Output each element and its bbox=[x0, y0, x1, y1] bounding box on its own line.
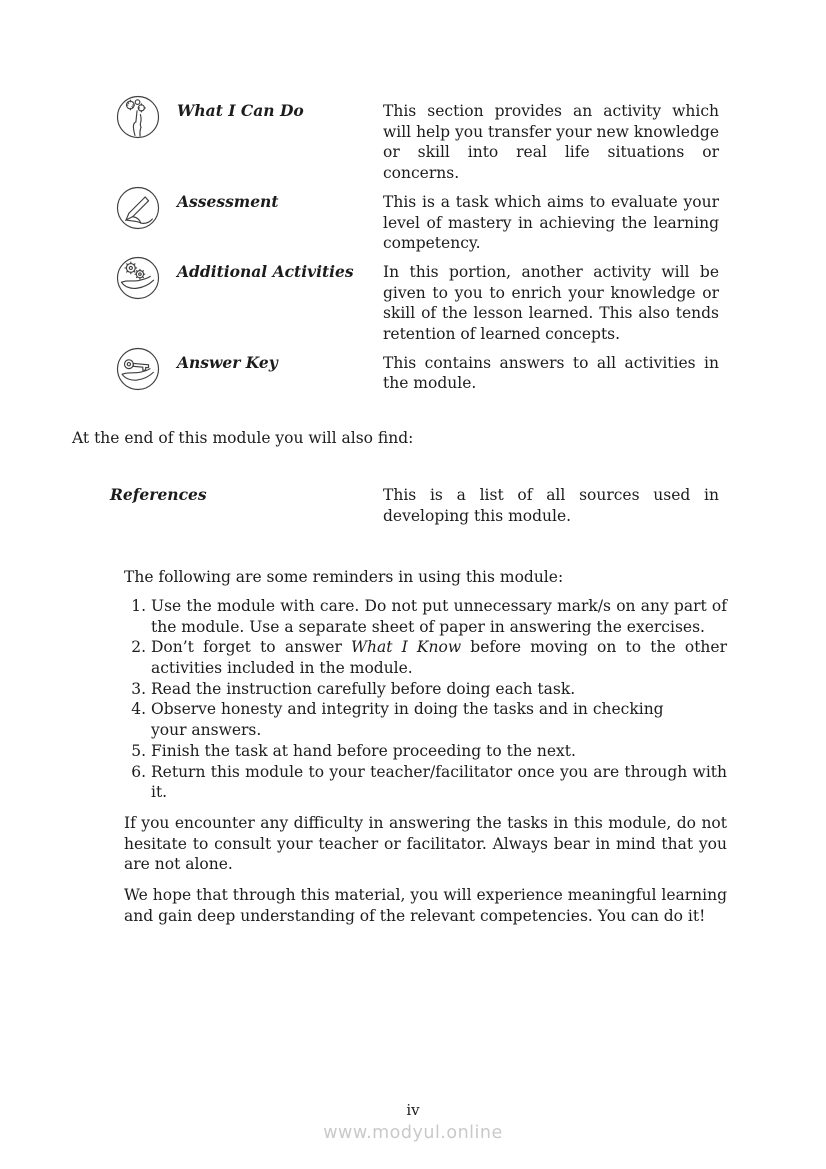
closing-section bbox=[124, 813, 727, 927]
reminder-item: 6. Return this module to your teacher/facilitator once you are through with it. bbox=[151, 762, 727, 803]
legend-description: This contains answers to all activities in the module. bbox=[383, 353, 719, 393]
hand-writing-pen-icon bbox=[115, 185, 177, 231]
reminder-item: 5. Finish the task at hand before proceeding to the next. bbox=[151, 741, 727, 762]
reminder-item: 1. Use the module with care. Do not put unnecessary mark/s on any part of the module. Use a separate sheet of paper in answering the exercises. bbox=[151, 596, 727, 637]
legend-row-answer-key bbox=[115, 353, 719, 394]
closing-paragraph: We hope that through this material, you will experience meaningful learning and gain deep understanding of the relevant competencies. You can do it! bbox=[124, 886, 727, 925]
legend-row-assessment bbox=[115, 192, 719, 254]
reminders-intro: The following are some reminders in using this module: bbox=[124, 568, 564, 587]
page-number: iv bbox=[406, 1101, 420, 1119]
legend-row-what-i-can-do bbox=[115, 101, 719, 184]
reminder-item: 2. Don’t forget to answer What I Know before moving on to the other activities included in the module. bbox=[151, 637, 727, 678]
references-description: This is a list of all sources used in developing this module. bbox=[383, 485, 719, 525]
legend-description: This section provides an activity which will help you transfer your new knowledge or skill into real life situations or concerns. bbox=[383, 102, 719, 183]
hand-holding-key-icon bbox=[115, 346, 177, 392]
closing-paragraph: If you encounter any difficulty in answering the tasks in this module, do not hesitate to consult your teacher or facilitator. Always bear in mind that you are not alone. bbox=[124, 813, 727, 874]
end-note: At the end of this module you will also find: bbox=[72, 429, 414, 448]
references-label: References bbox=[110, 484, 207, 504]
reminder-item: 3. Read the instruction carefully before doing each task. bbox=[151, 679, 727, 700]
legend-row-additional-activities bbox=[115, 262, 719, 345]
watermark: www.modyul.online bbox=[323, 1123, 503, 1143]
legend-description: This is a task which aims to evaluate your level of mastery in achieving the learning competency. bbox=[383, 192, 719, 253]
reminders-list bbox=[124, 596, 727, 803]
legend-description: In this portion, another activity will be given to you to enrich your knowledge or skill of the lesson learned. This also tends retention of learned concepts. bbox=[383, 262, 719, 344]
reminders-section bbox=[124, 567, 727, 803]
reminder-item: 4. Observe honesty and integrity in doing the tasks and in checking your answers. bbox=[151, 699, 727, 740]
hand-holding-gears-icon bbox=[115, 255, 177, 301]
references-row bbox=[110, 485, 719, 526]
legend-label: Answer Key bbox=[177, 352, 278, 372]
legend-label: What I Can Do bbox=[177, 101, 304, 120]
hand-sprouting-gears-icon bbox=[115, 94, 177, 140]
icon-legend bbox=[115, 101, 719, 394]
legend-label: Additional Activities bbox=[177, 261, 354, 281]
legend-label: Assessment bbox=[177, 191, 279, 211]
